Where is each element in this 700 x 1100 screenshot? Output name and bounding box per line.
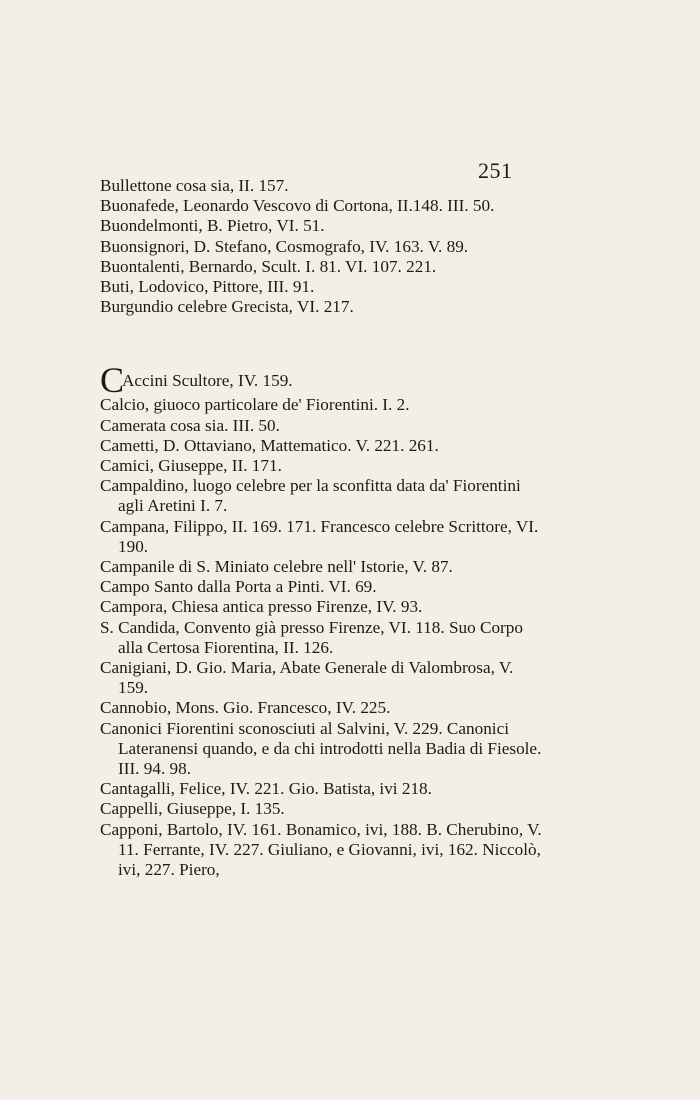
index-entry: Buti, Lodovico, Pittore, III. 91. (100, 277, 315, 297)
index-entry-dropcap (100, 360, 544, 401)
index-entry: Campora, Chiesa antica presso Firenze, IV. 93. (100, 597, 423, 617)
index-entry: Bullettone cosa sia, II. 157. (100, 176, 289, 195)
index-entry: Canigiani, D. Gio. Maria, Abate Generale di Valombrosa, V. 159. (100, 658, 514, 698)
index-entry: Canonici Fiorentini sconosciuti al Salvini, V. 229. Canonici Lateranensi quando, e da chi introdotti nella Badia di Fiesole. III. 94. 98. (100, 718, 542, 779)
index-entry: Campaldino, luogo celebre per la sconfitta data da' Fiorentini agli Aretini I. 7. (100, 476, 521, 516)
index-entry: Buondelmonti, B. Pietro, VI. 51. (100, 216, 325, 236)
index-entry: Buonsignori, D. Stefano, Cosmografo, IV. 163. V. 89. (100, 236, 469, 256)
index-entry: Campana, Filippo, II. 169. 171. Francesco celebre Scrittore, VI. 190. (100, 516, 539, 556)
index-entry: S. Candida, Convento già presso Firenze, VI. 118. Suo Corpo alla Certosa Fiorentina, II. 126. (100, 617, 523, 657)
section-gap (100, 317, 544, 365)
index-entry: Campo Santo dalla Porta a Pinti. VI. 69. (100, 577, 377, 597)
index-entry: Campanile di S. Miniato celebre nell' Istorie, V. 87. (100, 557, 453, 577)
index-entry: Cametti, D. Ottaviano, Mattematico. V. 221. 261. (100, 435, 439, 455)
page-number: 251 (478, 158, 513, 183)
index-entry-text: Accini Scultore, IV. 159. (122, 371, 293, 391)
index-entry: Camici, Giuseppe, II. 171. (100, 456, 282, 476)
index-entry: Cappelli, Giuseppe, I. 135. (100, 799, 285, 819)
drop-cap-letter: C (100, 360, 125, 401)
index-entry: Capponi, Bartolo, IV. 161. Bonamico, ivi, 188. B. Cherubino, V. 11. Ferrante, IV. 227. Giuliano, e Giovanni, ivi, 162. Niccolò, ivi, 227. Piero, (100, 819, 542, 880)
index-entry: Burgundio celebre Grecista, VI. 217. (100, 297, 354, 317)
index-entry: Cannobio, Mons. Gio. Francesco, IV. 225. (100, 698, 391, 718)
index-entry: Calcio, giuoco particolare de' Fiorentini. I. 2. (100, 395, 410, 415)
index-entry: Cantagalli, Felice, IV. 221. Gio. Batista, ivi 218. (100, 779, 432, 799)
index-body (100, 176, 544, 880)
index-entry: Buontalenti, Bernardo, Scult. I. 81. VI. 107. 221. (100, 256, 437, 276)
index-entry: Camerata cosa sia. III. 50. (100, 415, 280, 435)
index-entry: Buonafede, Leonardo Vescovo di Cortona, II.148. III. 50. (100, 196, 495, 216)
